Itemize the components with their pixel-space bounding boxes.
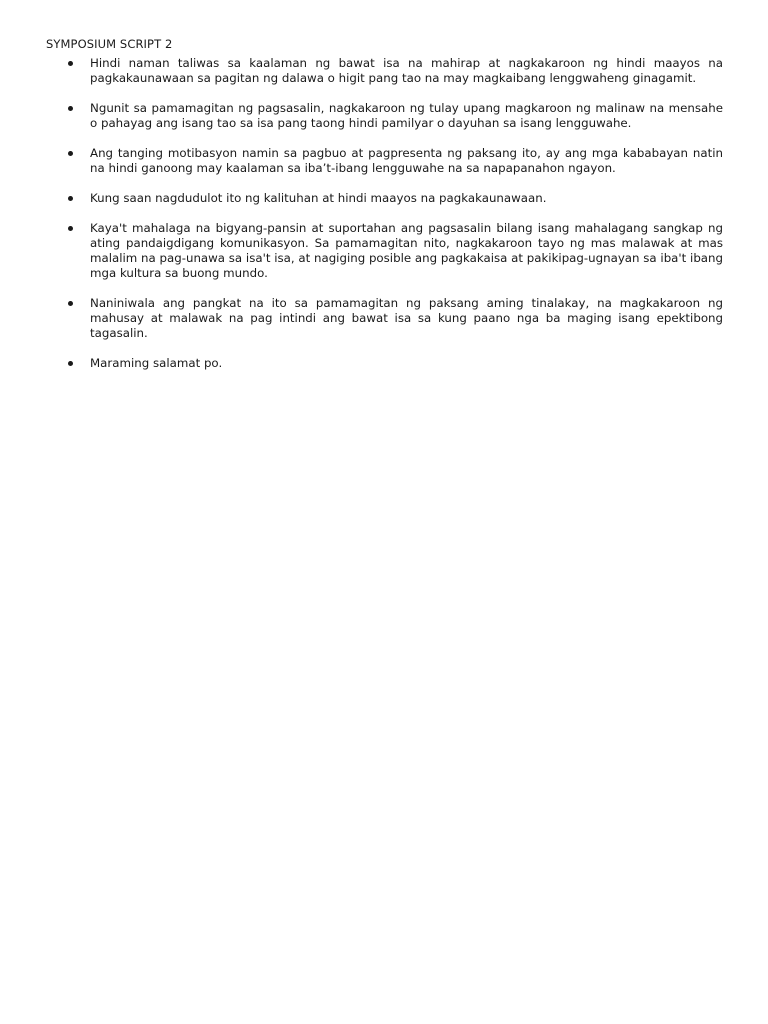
paragraph-text: Maraming salamat po. [90,356,223,370]
bullet-icon [68,196,73,201]
paragraph-text: Hindi naman taliwas sa kaalaman ng bawat isa na mahirap at nagkakaroon ng hindi maayos na pagkakaunawaan sa pagitan ng dalawa o higit pang tao na may magkaibang lenggwaheng ginagamit. [90,56,723,85]
list-item [46,56,722,86]
document-title: SYMPOSIUM SCRIPT 2 [46,37,173,51]
list-item [46,101,722,131]
paragraph-text: Ngunit sa pamamagitan ng pagsasalin, nagkakaroon ng tulay upang magkaroon ng malinaw na mensahe o pahayag ang isang tao sa isa pang taong hindi pamilyar o dayuhan sa isang lengguwahe. [90,101,723,130]
bullet-icon [68,226,73,231]
bullet-icon [68,361,73,366]
paragraph-text: Ang tanging motibasyon namin sa pagbuo at pagpresenta ng paksang ito, ay ang mga kababayan natin na hindi ganoong may kaalaman sa iba’t-ibang lengguwahe na sa napapanahon ngayon. [90,146,723,175]
list-item [46,221,722,281]
bullet-icon [68,106,73,111]
paragraph-text: Kaya't mahalaga na bigyang-pansin at suportahan ang pagsasalin bilang isang mahalagang sangkap ng ating pandaigdigang komunikasyon. Sa pamamagitan nito, nagkakaroon tayo ng mas malawak at mas malalim na pag-unawa sa isa't isa, at nagiging posible ang pagkakaisa at pakikipag-ugnayan sa iba't ibang mga kultura sa buong mundo. [90,221,723,280]
bullet-list [46,56,722,371]
list-item [46,191,722,206]
paragraph-text: Kung saan nagdudulot ito ng kalituhan at hindi maayos na pagkakaunawaan. [90,191,547,205]
bullet-icon [68,301,73,306]
bullet-icon [68,61,73,66]
paragraph-text: Naniniwala ang pangkat na ito sa pamamagitan ng paksang aming tinalakay, na magkakaroon ng mahusay at malawak na pag intindi ang bawat isa sa kung paano nga ba maging isang epektibong tagasalin. [90,296,723,340]
bullet-icon [68,151,73,156]
list-item [46,146,722,176]
list-item [46,356,722,371]
list-item [46,296,722,341]
